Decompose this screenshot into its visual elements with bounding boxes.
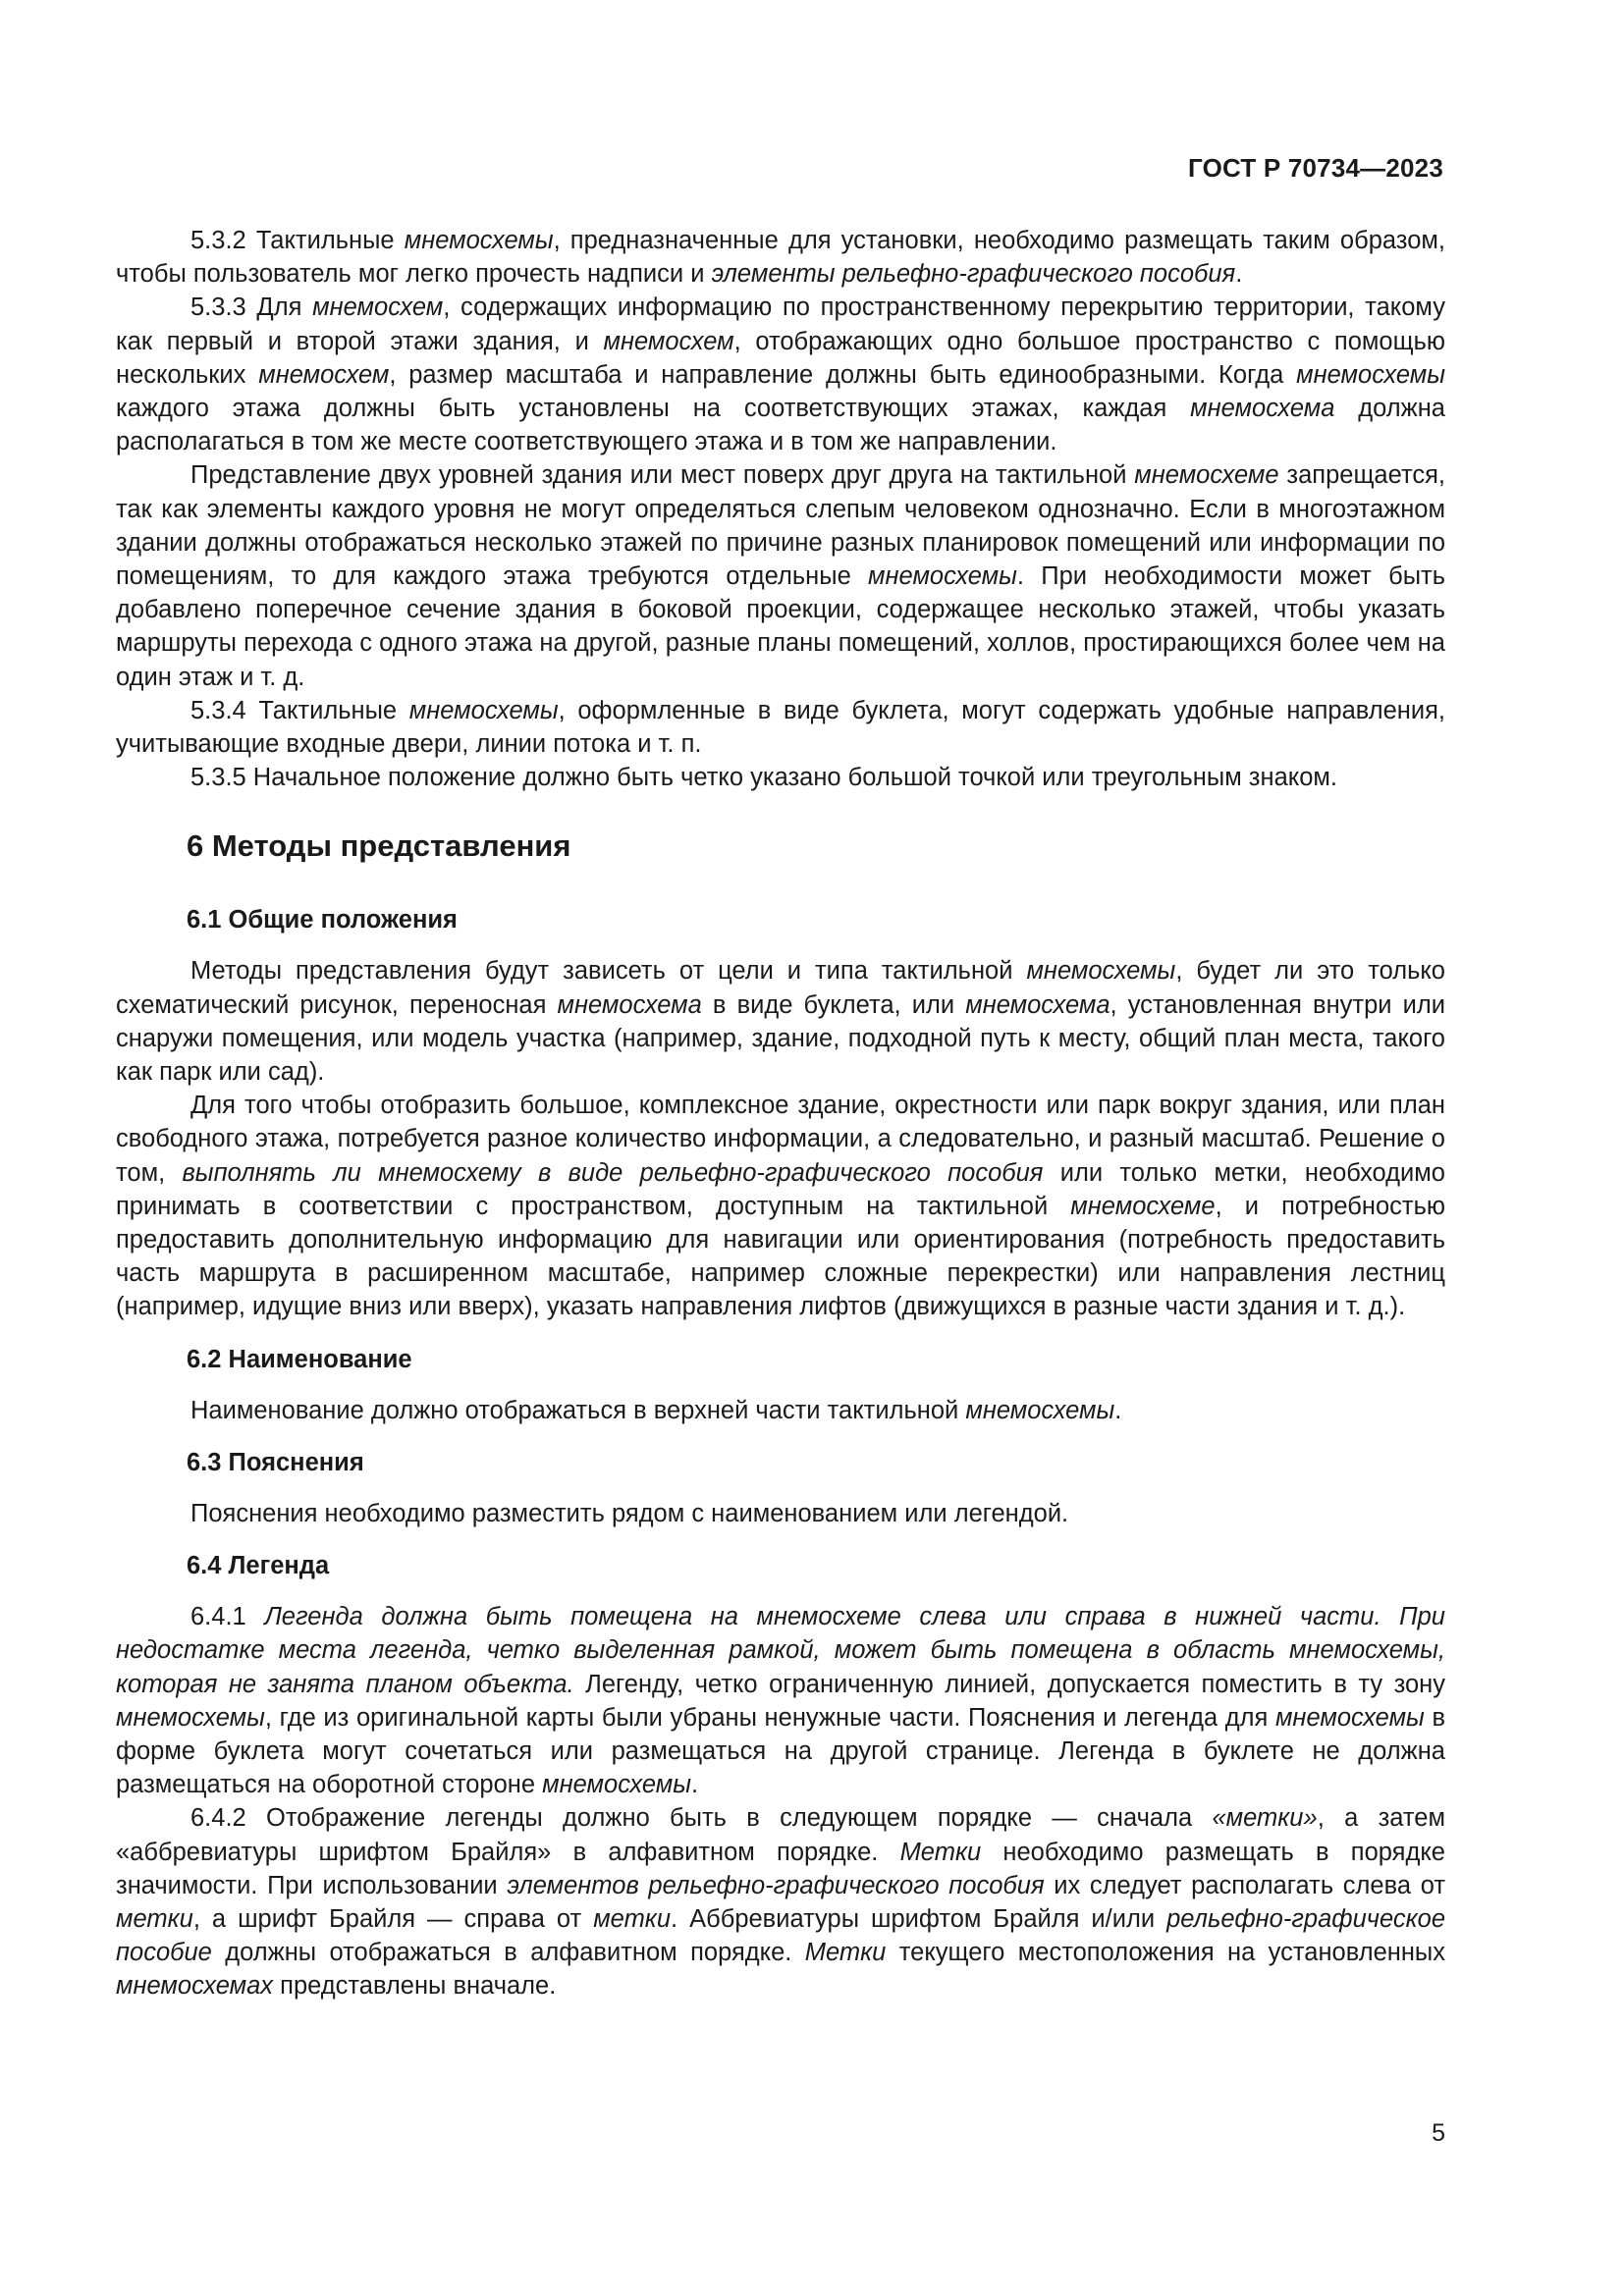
text-run: текущего местоположения на установленных	[886, 1939, 1446, 1967]
italic-term: выполнять ли мнемосхему в виде рельефно-графического пособия	[182, 1158, 1044, 1187]
paragraph	[116, 1089, 1445, 1323]
text-run: в форме буклета могут сочетаться или размещаться на другой странице. Легенда в буклете не должна размещаться на оборотной стороне	[116, 1703, 1445, 1799]
text-run: Представление двух уровней здания или мест поверх друг друга на тактильной	[190, 461, 1135, 490]
italic-term: рельефно-графическое пособие	[116, 1904, 1445, 1967]
text-run: , а затем «аббревиатуры шрифтом Брайля» в алфавитном порядке.	[116, 1804, 1445, 1866]
text-run: , будет ли это только схематический рисунок, переносная	[116, 957, 1445, 1019]
italic-term: мнемосхеме	[1070, 1192, 1216, 1220]
italic-term: Метки	[804, 1939, 887, 1967]
italic-term: Легенда должна быть помещена на мнемосхеме слева или справа в нижней части. При недостатке места легенда, четко выделенная рамкой, может быть помещена в область мнемосхемы, которая не занята планом объекта.	[116, 1603, 1445, 1698]
text-run: .	[1235, 260, 1243, 289]
italic-term: элементов рельефно-графического пособия	[507, 1871, 1045, 1899]
paragraph	[116, 1497, 1445, 1530]
text-run: Легенду, четко ограниченную линией, допускается поместить в ту зону	[573, 1670, 1446, 1698]
italic-term: метки	[593, 1904, 672, 1933]
italic-term: мнемосхема	[965, 990, 1110, 1019]
text-run: , а шрифт Брайля — справа от	[192, 1904, 594, 1933]
italic-term: мнемосхемах	[116, 1972, 274, 2001]
text-run: каждого этажа должны быть установлены на соответствующих этажах, каждая	[116, 395, 1191, 423]
paragraph	[116, 954, 1445, 1089]
text-run: 5.3.4 Тактильные	[190, 696, 409, 724]
italic-term: мнемосхемы	[965, 1396, 1115, 1424]
text-run: . При необходимости может быть добавлено поперечное сечение здания в боковой проекции, содержащее несколько этажей, чтобы указать маршруты перехода с одного этажа на другой, разные планы помещений, холлов, простирающихся более чем на один этаж и т. д.	[116, 562, 1446, 691]
italic-term: мнемосхемы	[1274, 1703, 1425, 1732]
text-run: , и потребностью предоставить дополнительную информацию для навигации или ориентирования (потребность предоставить часть маршрута в расширенном масштабе, например сложные перекрестки) или направления лестниц (например, идущие вниз или вверх), указать направления лифтов (движущихся в разные части здания и т. д.).	[116, 1192, 1445, 1321]
paragraph	[116, 458, 1445, 693]
text-run: , размер масштаба и направление должны быть единообразными. Когда	[389, 360, 1297, 389]
text-run: .	[691, 1771, 699, 1799]
text-run: Наименование должно отображаться в верхней части тактильной	[190, 1396, 966, 1424]
text-run: , отображающих одно большое пространство с помощью нескольких	[116, 327, 1445, 389]
italic-term: мнемосхем	[258, 360, 390, 389]
text-run: , установленная внутри или снаружи помещения, или модель участка (например, здание, подходной путь к месту, общий план места, такого как парк или сад).	[116, 990, 1445, 1087]
italic-term: мнемосхема	[557, 990, 702, 1019]
text-run: 6.4.1	[190, 1603, 265, 1631]
subsection-heading: 6.2 Наименование	[187, 1345, 412, 1373]
text-run: Методы представления будут зависеть от цели и типа тактильной	[190, 957, 1027, 986]
paragraph	[116, 1394, 1445, 1427]
italic-term: мнемосхемы	[1026, 957, 1176, 986]
subsection-heading: 6.3 Пояснения	[187, 1448, 364, 1476]
text-run: , содержащих информацию по пространственному перекрытию территории, такому как первый и второй этажи здания, и	[116, 294, 1446, 355]
paragraph	[116, 291, 1445, 458]
subsection-heading: 6.1 Общие положения	[187, 906, 458, 934]
italic-term: мнемосхемы	[1296, 360, 1445, 389]
text-run: 5.3.5 Начальное положение должно быть четко указано большой точкой или треугольным знаком.	[190, 764, 1338, 792]
text-run: 6.4.2 Отображение легенды должно быть в следующем порядке — сначала	[190, 1804, 1213, 1833]
text-run: 5.3.3 Для	[190, 294, 313, 322]
paragraph	[116, 694, 1445, 761]
paragraph	[116, 761, 1445, 794]
text-run: представлены вначале.	[273, 1972, 557, 2001]
section-heading: 6 Методы представления	[187, 828, 571, 864]
paragraph	[116, 1600, 1445, 1801]
italic-term: мнемосхемы	[408, 696, 559, 724]
italic-term: мнемосхемы	[116, 1703, 265, 1732]
text-run: или только метки, необходимо принимать в соответствии с пространством, доступным на тактильной	[116, 1158, 1445, 1220]
document-body	[116, 224, 1445, 2003]
page-number: 5	[1432, 2119, 1445, 2147]
text-run: необходимо размещать в порядке значимости. При использовании	[116, 1838, 1445, 1899]
italic-term: мнемосхемы	[542, 1771, 691, 1799]
italic-term: мнемосхемы	[868, 562, 1017, 591]
italic-term: мнемосхем	[603, 327, 734, 355]
text-run: 5.3.2 Тактильные	[190, 227, 405, 254]
italic-term: «метки»	[1212, 1804, 1318, 1833]
text-run: должна располагаться в том же месте соответствующего этажа и в том же направлении.	[116, 395, 1445, 456]
italic-term: Метки	[899, 1838, 982, 1866]
italic-term: мнемосхемы	[404, 227, 554, 254]
text-run: , предназначенные для установки, необходимо размещать таким образом, чтобы пользователь мог легко прочесть надписи и	[116, 227, 1445, 289]
text-run: в виде буклета, или	[701, 990, 966, 1019]
text-run: Для того чтобы отобразить большое, комплексное здание, окрестности или парк вокруг здания, или план свободного этажа, потребуется разное количество информации, а следовательно, и разный масштаб. Решение о том,	[116, 1092, 1445, 1187]
text-run: . Аббревиатуры шрифтом Брайля и/или	[671, 1904, 1167, 1933]
text-run: , где из оригинальной карты были убраны ненужные части. Пояснения и легенда для	[264, 1703, 1275, 1732]
text-run: их следует располагать слева от	[1044, 1871, 1446, 1899]
italic-term: метки	[116, 1904, 193, 1933]
subsection-heading: 6.4 Легенда	[187, 1552, 330, 1580]
text-run: Пояснения необходимо разместить рядом с наименованием или легендой.	[190, 1499, 1069, 1527]
italic-term: мнемосхем	[312, 294, 444, 322]
italic-term: элементы рельефно-графического пособия	[711, 260, 1236, 289]
text-run: , оформленные в виде буклета, могут содержать удобные направления, учитывающие входные двери, линии потока и т. п.	[116, 696, 1445, 759]
paragraph	[116, 1801, 1445, 2002]
paragraph	[116, 224, 1445, 291]
italic-term: мнемосхеме	[1134, 461, 1279, 490]
text-run: .	[1114, 1396, 1122, 1424]
text-run: запрещается, так как элементы каждого уровня не могут определяться слепым человеком однозначно. Если в многоэтажном здании должны отображаться несколько этажей по причине разных планировок помещений или информации по помещениям, то для каждого этажа требуются отдельные	[116, 461, 1445, 591]
text-run: должны отображаться в алфавитном порядке.	[211, 1939, 805, 1967]
document-number-header: ГОСТ Р 70734—2023	[1188, 153, 1443, 183]
italic-term: мнемосхема	[1190, 395, 1335, 423]
